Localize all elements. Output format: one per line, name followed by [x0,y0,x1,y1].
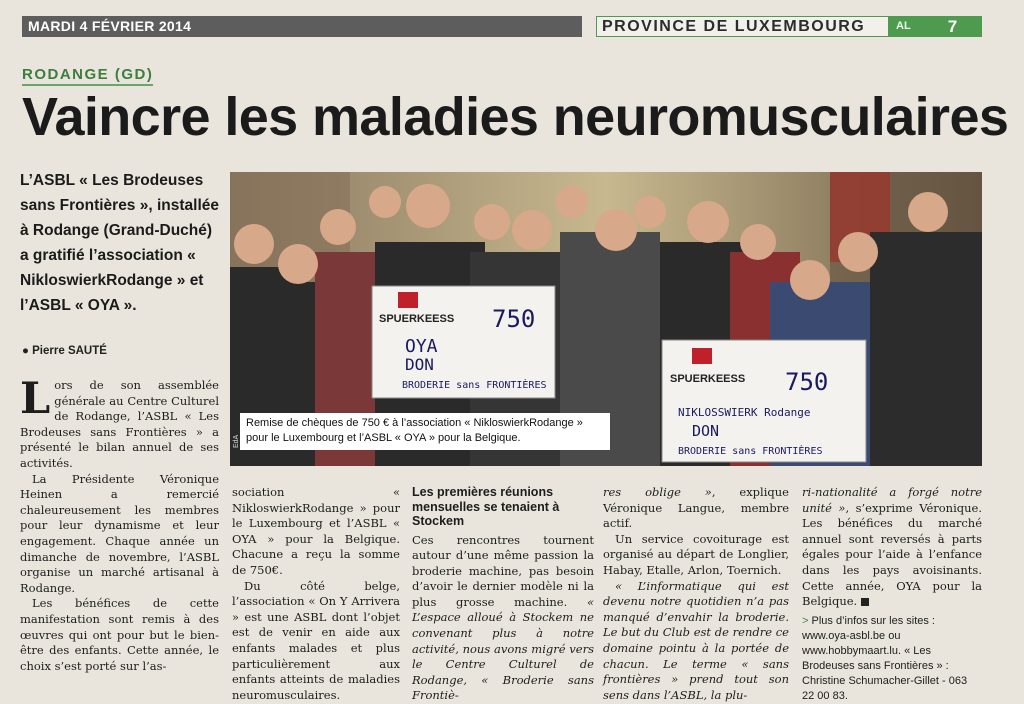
cheque-oya-bank: SPUERKEESS [379,313,455,325]
article-lead: L’ASBL « Les Brodeuses sans Frontières », installée à Rodange (Grand-Duché) a gratifié l’association « NikloswierkRodange » et l’ASBL « OYA ». [20,172,220,314]
cheque-nikloswierk-line3: BRODERIE sans FRONTIÈRES [678,446,823,457]
col3-paragraph-1: Ces rencontres tournent autour d’une même passion la broderie machine, pas besoin d’avoir le dernier modèle ni la plus grosse machine. [412,532,594,609]
col2-paragraph-1: sociation « NikloswierkRodange » pour le Luxembourg et l’ASBL « OYA » pour la Belgique. Chacune a reçu la somme de 750€. [232,485,400,577]
article-byline: ● Pierre SAUTÉ [22,345,107,357]
cheque-oya-line1: OYA [405,336,438,357]
end-of-article-mark [861,598,869,606]
col4-quote-end: res oblige » [603,485,712,499]
cheque-oya-line2: DON [405,355,434,374]
info-box [802,614,982,704]
body-column-3 [412,485,594,703]
info-text: Plus d’infos sur les sites : www.oya-asbl.be ou www.hobbymaart.lu. « Les Brodeuses sans Frontières » : Christine Schumacher-Gillet - 063 22 00 83. [802,614,968,702]
cheque-nikloswierk-line2: DON [692,422,720,440]
cheque-nikloswierk-bank: SPUERKEESS [670,373,746,385]
photo-caption: Remise de chèques de 750 € à l’association « NikloswierkRodange » pour le Luxembourg et l’ASBL « OYA » pour la Belgique. [240,413,610,450]
cheque-nikloswierk-line1: NIKLOSSWIERK Rodange [678,406,811,419]
article-subhead: Les premières réunions mensuelles se tenaient à Stockem [412,485,560,528]
col4-paragraph-1: , explique Véronique Langue, membre actif. [603,485,789,531]
col3-quote: « L’espace alloué à Stockem ne convenant plus à notre activité, nous avons migré vers le Centre Culturel de Rodange, « Broderie sans Frontiè- [412,594,594,703]
col1-paragraph-2: La Présidente Véronique Heinen a remercié chaleureusement les membres pour leur dynamisme et leur engagement. Chaque année un dimanche de novembre, l’ASBL organise un marché artisanal à Rodange. [20,471,219,595]
body-column-2 [232,485,400,702]
body-column-5 [802,485,982,702]
article-kicker: RODANGE (GD) [22,66,153,86]
body-column-4 [603,485,789,702]
photo-credit: EdA [233,434,240,448]
cheque-oya-amount: 750 [492,305,536,333]
section-title: PROVINCE DE LUXEMBOURG [602,18,866,35]
cheque-oya [372,286,555,398]
issue-date: MARDI 4 FÉVRIER 2014 [22,16,582,37]
col1-paragraph-1: ors de son assemblée générale au Centre Culturel de Rodange, l’ASBL « Les Brodeuses sans Frontières » a présenté le bilan annuel de ses activités. [20,378,219,470]
col1-paragraph-3: Les bénéfices de cette manifestation sont remis à des œuvres qui ont pour but le bien-être des enfants. Cette année, le choix s’est porté sur l’as- [20,596,219,673]
col4-paragraph-2: Un service covoiturage est organisé au départ de Longlier, Habay, Etalle, Arlon, Toernich. [603,531,789,577]
body-column-1 [20,374,219,674]
page-number: 7 [924,17,981,36]
cheque-oya-line3: BRODERIE sans FRONTIÈRES [402,380,547,391]
edition-badge: AL [888,17,924,36]
col5-quote-end: ri-nationalité a forgé notre unité » [802,485,982,515]
col4-quote: « L’informatique qui est devenu notre quotidien n’a pas manqué d’envahir la broderie. Le but du Club est de rendre ce domaine pointu à la portée de chacun. Le terme « sans frontières » prend tout son sens dans l’ASBL, la plu- [603,578,789,702]
article-headline: Vaincre les maladies neuromusculaires [22,87,1009,147]
col5-paragraph-1: , s’exprime Véronique. Les bénéfices du marché annuel sont reversés à parts égales pour l’aide à l’enfance dans les pays avoisinants. Cette année, OYA pour la Belgique. [802,500,982,609]
col2-paragraph-2: Du côté belge, l’association « On Y Arrivera » est une ASBL dont l’objet est de venir en aide aux enfants malades et plus particulièrement aux enfants atteints de maladies neuromusculaires. [232,578,400,702]
info-arrow-icon: > [802,614,809,627]
cheque-nikloswierk-amount: 750 [785,368,829,396]
drop-cap: L [20,374,51,424]
cheque-nikloswierk [662,340,866,462]
